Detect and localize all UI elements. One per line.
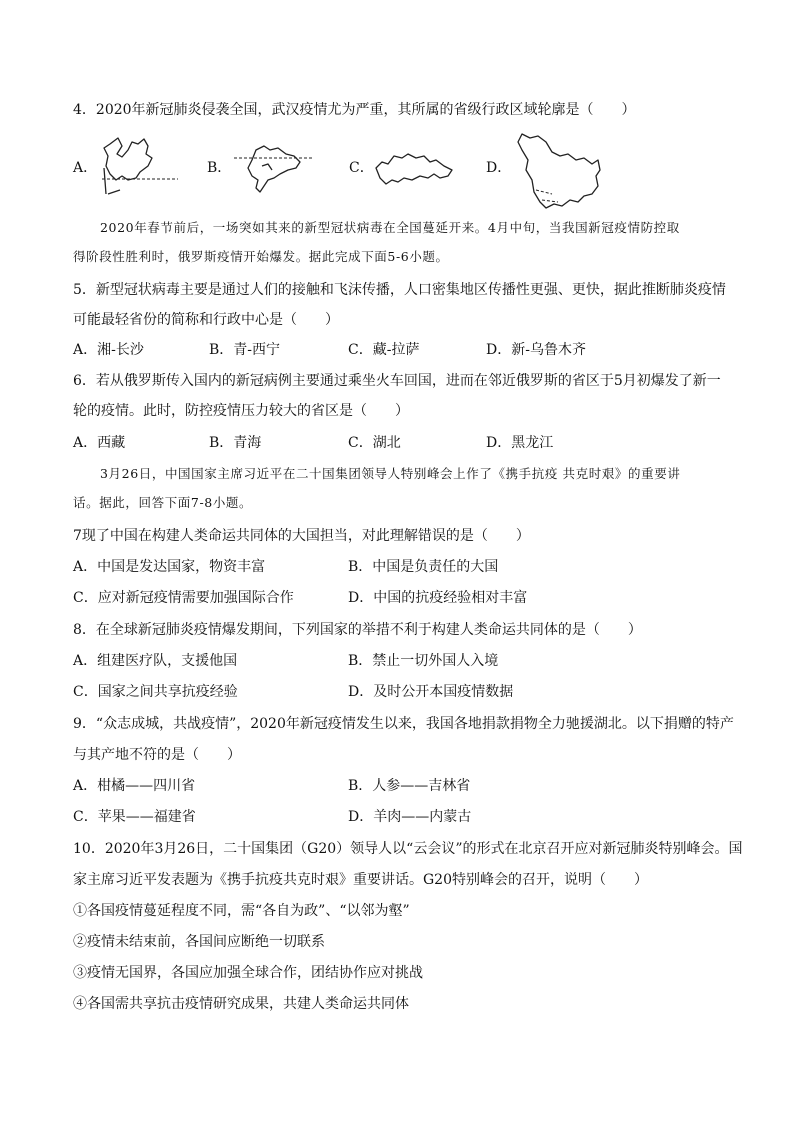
- q8-option-c: C．国家之间共享抗疫经验: [73, 684, 238, 700]
- q6-stem-line-2: 轮的疫情。此时，防控疫情压力较大的省区是（ ）: [73, 403, 409, 419]
- q6-option-b: B．青海: [209, 435, 262, 451]
- q10-item-4: ④各国需共享抗击疫情研究成果，共建人类命运共同体: [73, 996, 409, 1012]
- q9-option-c: C．苹果——福建省: [73, 809, 196, 825]
- q5-option-d: D．新-乌鲁木齐: [486, 342, 586, 358]
- q7-option-b: B．中国是负责任的大国: [348, 559, 499, 575]
- passage-1-line-2: 得阶段性胜利时，俄罗斯疫情开始爆发。据此完成下面5-6小题。: [73, 249, 449, 264]
- q7-stem: 7现了中国在构建人类命运共同体的大国担当，对此理解错误的是（ ）: [73, 528, 530, 544]
- q10-item-1: ①各国疫情蔓延程度不同，需“各自为政”、“以邻为壑”: [73, 903, 410, 919]
- q9-option-a: A．柑橘——四川省: [73, 778, 196, 794]
- q5-stem-line-2: 可能最轻省份的简称和行政中心是（ ）: [73, 312, 339, 328]
- q7-option-c: C．应对新冠疫情需要加强国际合作: [73, 590, 294, 606]
- q4-option-a-label: A．: [73, 160, 98, 176]
- province-outline-yunnan-icon: [98, 134, 180, 196]
- q10-item-3: ③疫情无国界，各国应加强全球合作，团结协作应对挑战: [73, 965, 423, 981]
- q5-option-b: B．青-西宁: [209, 342, 281, 358]
- passage-2-line-1: 3月26日，中国国家主席习近平在二十国集团领导人特别峰会上作了《携手抗疫 共克时艰》的重要讲: [100, 466, 681, 481]
- q5-option-c: C．藏-拉萨: [348, 342, 420, 358]
- province-outline-hubei-icon: [372, 146, 456, 192]
- province-outline-heilongjiang-icon: [512, 130, 608, 214]
- q4-option-d-label: D．: [486, 160, 512, 176]
- q10-stem-line-2: 家主席习近平发表题为《携手抗疫共克时艰》重要讲话。G20特别峰会的召开，说明（ ）: [73, 872, 648, 888]
- q8-option-b: B．禁止一切外国人入境: [348, 653, 499, 669]
- q5-stem-line-1: 5．新型冠状病毒主要是通过人们的接触和飞沫传播，人口密集地区传播性更强、更快，据此推断肺炎疫情: [73, 282, 726, 298]
- q8-stem: 8．在全球新冠肺炎疫情爆发期间，下列国家的举措不利于构建人类命运共同体的是（ ）: [73, 622, 642, 638]
- q5-option-a: A．湘-长沙: [73, 342, 144, 358]
- q10-item-2: ②疫情未结束前，各国间应断绝一切联系: [73, 934, 325, 950]
- province-outline-guangdong-icon: [234, 140, 314, 196]
- q9-stem-line-2: 与其产地不符的是（ ）: [73, 747, 241, 763]
- q8-option-d: D．及时公开本国疫情数据: [348, 684, 514, 700]
- q6-option-d: D．黑龙江: [486, 435, 554, 451]
- q9-stem-line-1: 9．“众志成城，共战疫情”，2020年新冠疫情发生以来，我国各地捐款捐物全力驰援湖北。以下捐赠的特产: [73, 716, 734, 732]
- passage-1-line-1: 2020年春节前后，一场突如其来的新型冠状病毒在全国蔓延开来。4月中旬，当我国新冠疫情防控取: [100, 220, 680, 235]
- q9-option-d: D．羊肉——内蒙古: [348, 809, 472, 825]
- passage-2-line-2: 话。据此，回答下面7-8小题。: [73, 495, 253, 510]
- q6-option-a: A．西藏: [73, 435, 126, 451]
- q9-option-b: B．人参——吉林省: [348, 778, 471, 794]
- q8-option-a: A．组建医疗队，支援他国: [73, 653, 238, 669]
- q7-option-d: D．中国的抗疫经验相对丰富: [348, 590, 528, 606]
- q6-stem-line-1: 6．若从俄罗斯传入国内的新冠病例主要通过乘坐火车回国，进而在邻近俄罗斯的省区于5月初爆发了新一: [73, 373, 721, 389]
- q10-stem-line-1: 10．2020年3月26日，二十国集团（G20）领导人以“云会议”的形式在北京召开应对新冠肺炎特别峰会。国: [73, 841, 743, 857]
- q4-option-c-label: C．: [349, 160, 374, 176]
- q6-option-c: C．湖北: [348, 435, 401, 451]
- q4-option-b-label: B．: [207, 160, 232, 176]
- q7-option-a: A．中国是发达国家，物资丰富: [73, 559, 266, 575]
- q4-stem: 4．2020年新冠肺炎侵袭全国，武汉疫情尤为严重，其所属的省级行政区域轮廓是（ ）: [73, 102, 636, 118]
